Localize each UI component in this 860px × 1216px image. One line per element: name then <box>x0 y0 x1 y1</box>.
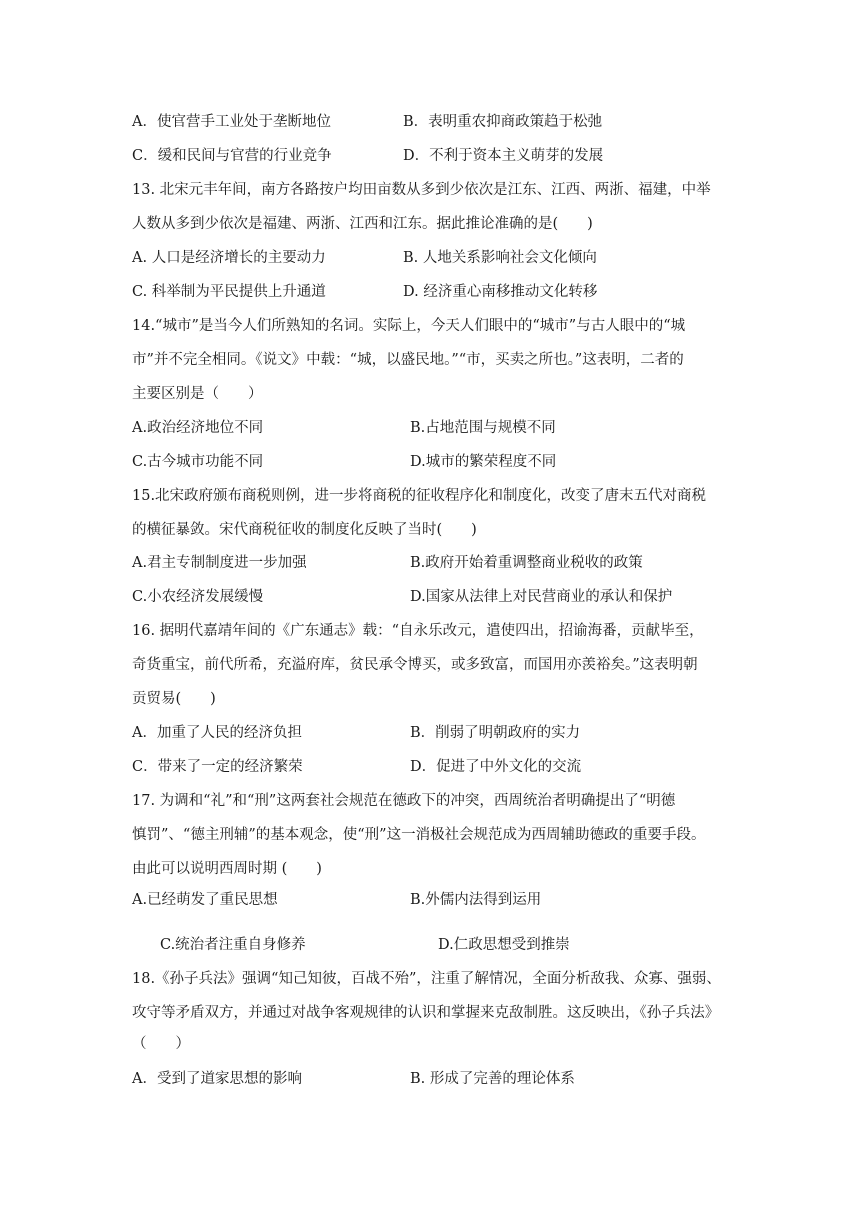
q12-option-c[interactable]: C．缓和民间与官营的行业竞争 <box>132 148 332 164</box>
q18-option-b[interactable]: B. 形成了完善的理论体系 <box>410 1071 575 1087</box>
q18-options-row-1 <box>132 1069 732 1089</box>
q16-option-b[interactable]: B．削弱了明朝政府的实力 <box>410 725 581 741</box>
q13-option-a[interactable]: A. 人口是经济增长的主要动力 <box>132 250 326 266</box>
q13-stem-line-2: 人数从多到少依次是福建、两浙、江西和江东。据此推论准确的是( ) <box>132 216 593 232</box>
q17-stem-line-3: 由此可以说明西周时期 ( ) <box>132 861 322 877</box>
q16-option-d[interactable]: D．促进了中外文化的交流 <box>410 759 582 775</box>
q16-options-row-2 <box>132 757 732 777</box>
q17-option-d[interactable]: D.仁政思想受到推崇 <box>438 937 570 953</box>
q13-option-d[interactable]: D. 经济重心南移推动文化转移 <box>403 284 598 300</box>
q16-option-a[interactable]: A．加重了人民的经济负担 <box>132 725 302 741</box>
q17-option-c[interactable]: C.统治者注重自身修养 <box>160 937 306 953</box>
q14-options-row-1 <box>132 418 732 438</box>
q17-option-b[interactable]: B.外儒内法得到运用 <box>410 892 542 908</box>
q13-stem-line-1: 13. 北宋元丰年间，南方各路按户均田亩数从多到少依次是江东、江西、两浙、福建，中举 <box>132 182 711 198</box>
q12-options-row-1 <box>132 112 732 132</box>
q14-stem-line-2: 市”并不完全相同。《说文》中载：“城，以盛民地。”“市，买卖之所也。”这表明，二者的 <box>132 352 684 368</box>
q16-stem-line-1: 16. 据明代嘉靖年间的《广东通志》载：“自永乐改元，遣使四出，招谕海番，贡献毕至， <box>132 623 704 639</box>
q17-options-row-2 <box>160 935 760 955</box>
q17-stem-line-2: 慎罚”、“德主刑辅”的基本观念，使“刑”这一消极社会规范成为西周辅助德政的重要手段。 <box>132 827 706 843</box>
q15-options-row-1 <box>132 553 732 573</box>
q12-option-a[interactable]: A．使官营手工业处于垄断地位 <box>132 114 331 130</box>
q12-options-row-2 <box>132 146 732 166</box>
q15-option-d[interactable]: D.国家从法律上对民营商业的承认和保护 <box>410 589 673 605</box>
q16-stem-line-2: 奇货重宝，前代所希，充溢府库，贫民承令博买，或多致富，而国用亦羡裕矣。”这表明朝 <box>132 657 698 673</box>
q12-option-d[interactable]: D．不利于资本主义萌芽的发展 <box>403 148 604 164</box>
q18-stem-line-1: 18.《孙子兵法》强调“知己知彼，百战不殆”，注重了解情况，全面分析敌我、众寡、强弱、 <box>132 971 721 987</box>
q13-option-c[interactable]: C. 科举制为平民提供上升通道 <box>132 284 326 300</box>
q17-stem-line-1: 17. 为调和“礼”和“刑”这两套社会规范在德政下的冲突，西周统治者明确提出了“明德 <box>132 793 676 809</box>
q15-stem-line-1: 15.北宋政府颁布商税则例，进一步将商税的征收程序化和制度化，改变了唐末五代对商税 <box>132 488 707 504</box>
q13-options-row-2 <box>132 282 732 302</box>
q13-option-b[interactable]: B. 人地关系影响社会文化倾向 <box>403 250 597 266</box>
q14-stem-line-3: 主要区别是（ ） <box>132 386 263 402</box>
q18-stem-line-2: 攻守等矛盾双方，并通过对战争客观规律的认识和掌握来克敌制胜。这反映出，《孙子兵法》 <box>132 1005 720 1021</box>
q17-option-a[interactable]: A.已经萌发了重民思想 <box>132 892 278 908</box>
q14-option-c[interactable]: C.古今城市功能不同 <box>132 454 264 470</box>
q14-options-row-2 <box>132 452 732 472</box>
q14-option-b[interactable]: B.占地范围与规模不同 <box>410 420 556 436</box>
q15-option-b[interactable]: B.政府开始着重调整商业税收的政策 <box>410 555 643 571</box>
q14-option-d[interactable]: D.城市的繁荣程度不同 <box>410 454 557 470</box>
q15-option-c[interactable]: C.小农经济发展缓慢 <box>132 589 264 605</box>
q13-options-row-1 <box>132 248 732 268</box>
q14-option-a[interactable]: A.政治经济地位不同 <box>132 420 264 436</box>
q18-stem-line-3: （ ） <box>132 1036 190 1052</box>
q15-stem-line-2: 的横征暴敛。宋代商税征收的制度化反映了当时( ) <box>132 522 477 538</box>
q16-option-c[interactable]: C．带来了一定的经济繁荣 <box>132 759 303 775</box>
q12-option-b[interactable]: B．表明重农抑商政策趋于松弛 <box>403 114 603 130</box>
q14-stem-line-1: 14.“城市”是当今人们所熟知的名词。实际上，今天人们眼中的“城市”与古人眼中的“城 <box>132 318 686 334</box>
q15-option-a[interactable]: A.君主专制制度进一步加强 <box>132 555 307 571</box>
q15-options-row-2 <box>132 587 732 607</box>
q16-stem-line-3: 贡贸易( ) <box>132 691 216 707</box>
q18-option-a[interactable]: A．受到了道家思想的影响 <box>132 1071 302 1087</box>
q17-options-row-1 <box>132 890 732 910</box>
q16-options-row-1 <box>132 723 732 743</box>
